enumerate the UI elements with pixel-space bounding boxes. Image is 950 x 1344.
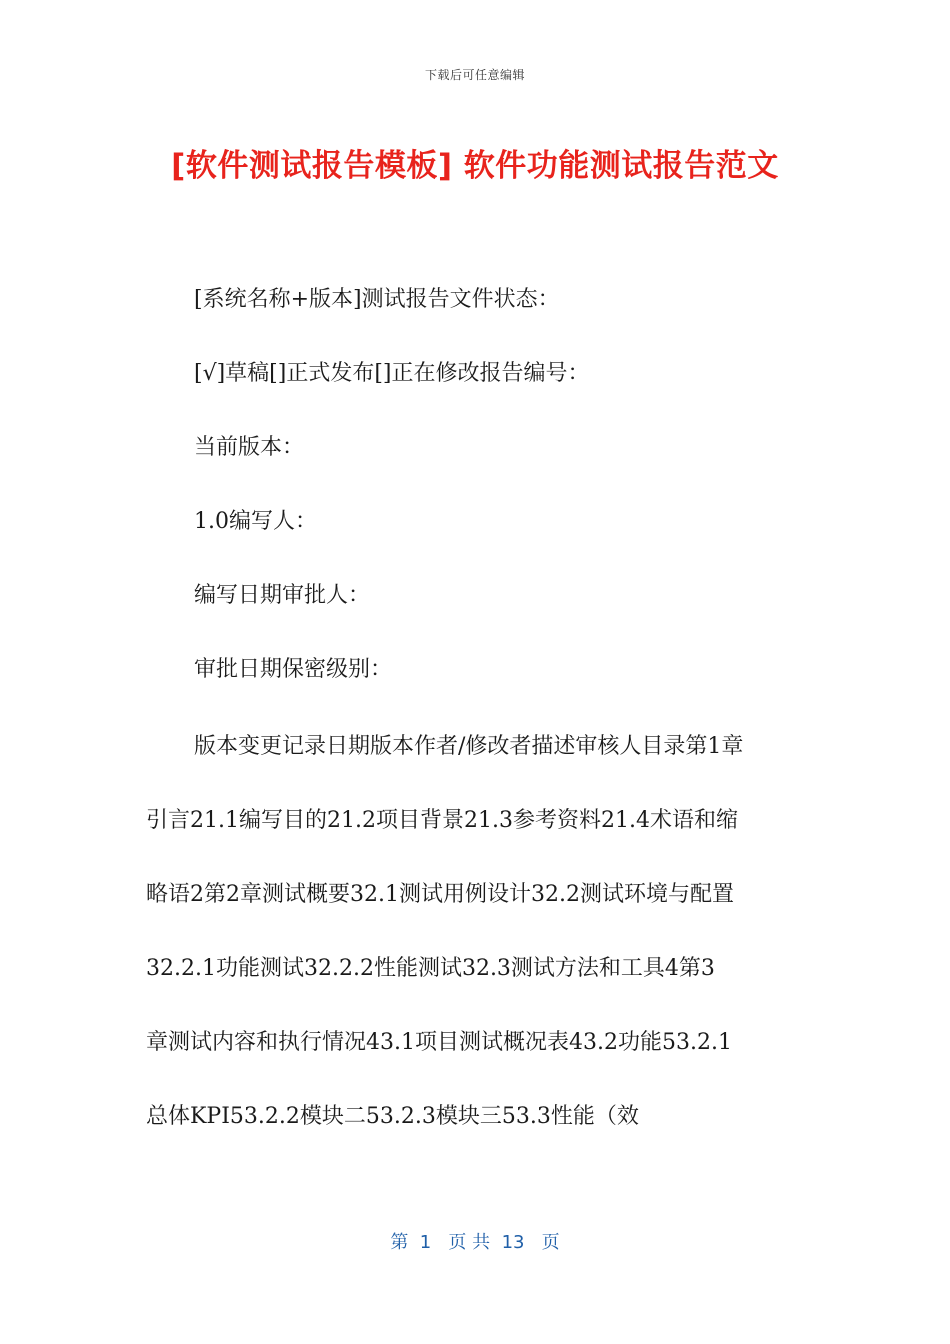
body-line-status: [系统名称+版本]测试报告文件状态： [194,287,560,312]
body-line-toc-4: 32.2.1功能测试32.2.2性能测试32.3测试方法和工具4第3 [146,956,715,981]
page-number-footer: 第 1 页 共 13 页 [390,1232,560,1253]
header-note: 下载后可任意编辑 [424,68,525,82]
body-line-current-version: 当前版本： [194,435,305,460]
body-line-draft: [√]草稿[]正式发布[]正在修改报告编号： [194,361,590,386]
document-title: [软件测试报告模板] 软件功能测试报告范文 [171,148,779,184]
body-line-author: 1.0编写人： [194,509,317,534]
body-line-approver: 编写日期审批人： [194,583,371,608]
body-line-security-level: 审批日期保密级别： [194,657,393,682]
body-line-toc-6: 总体KPI53.2.2模块二53.2.3模块三53.3性能（效 [146,1104,639,1129]
body-line-toc-2: 引言21.1编写目的21.2项目背景21.3参考资料21.4术语和缩 [146,808,738,833]
body-line-toc-3: 略语2第2章测试概要32.1测试用例设计32.2测试环境与配置 [146,882,734,907]
body-line-toc-1: 版本变更记录日期版本作者/修改者描述审核人目录第1章 [194,734,744,759]
body-line-toc-5: 章测试内容和执行情况43.1项目测试概况表43.2功能53.2.1 [146,1030,732,1055]
document-body [146,0,808,1344]
